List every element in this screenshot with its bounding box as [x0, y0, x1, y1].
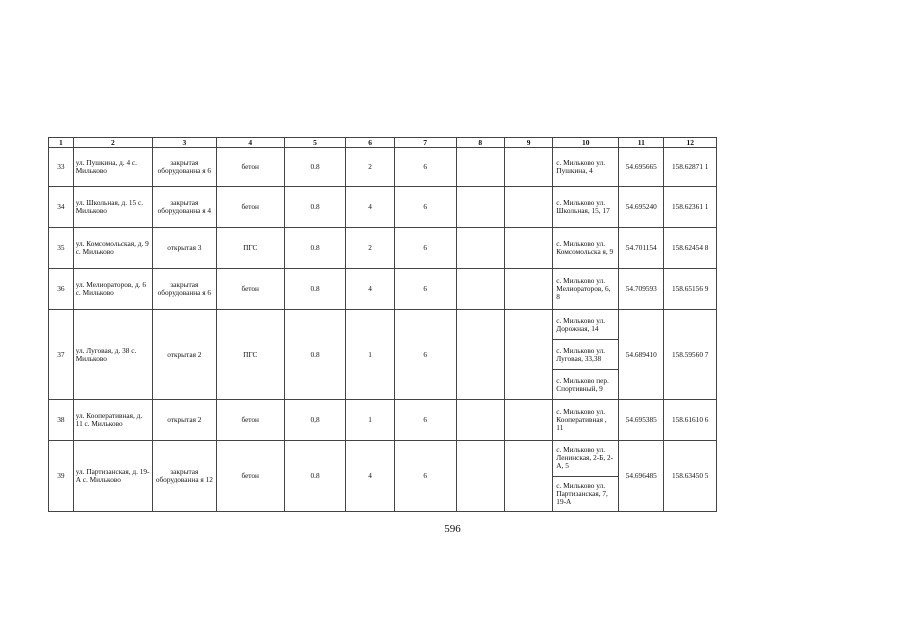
served-address: с. Мильково ул. Комсомольска я, 9: [556, 239, 614, 256]
longitude-cell: 158.62871 1: [664, 148, 717, 187]
table-body: [49, 148, 717, 512]
container-count-cell: 1: [346, 400, 394, 441]
column-header-12: 12: [664, 138, 717, 148]
empty-cell-8: [456, 269, 504, 310]
served-address: с. Мильково ул. Партизанская, 7, 19-А: [553, 476, 618, 512]
area-cell: 0,8: [284, 400, 346, 441]
empty-cell-9: [504, 228, 552, 269]
longitude-cell: 158.65156 9: [664, 269, 717, 310]
site-type-cell: закрытая оборудованна я 6: [152, 148, 216, 187]
container-count-cell: 4: [346, 187, 394, 228]
empty-cell-8: [456, 148, 504, 187]
column-header-6: 6: [346, 138, 394, 148]
row-number: 36: [49, 269, 74, 310]
row-number: 33: [49, 148, 74, 187]
surface-cell: ПГС: [216, 310, 284, 400]
area-cell: 0.8: [284, 187, 346, 228]
served-addresses-cell: [553, 148, 619, 187]
volume-cell: 6: [394, 441, 456, 512]
surface-cell: бетон: [216, 441, 284, 512]
served-address: с. Мильково ул. Пушкина, 4: [556, 158, 606, 175]
table-row: [49, 228, 717, 269]
site-type-cell: закрытая оборудованна я 6: [152, 269, 216, 310]
address-cell: ул. Партизанская, д. 19-А с. Мильково: [73, 441, 152, 512]
empty-cell-9: [504, 187, 552, 228]
column-header-8: 8: [456, 138, 504, 148]
latitude-cell: 54.695665: [619, 148, 664, 187]
table-row: [49, 187, 717, 228]
served-addresses-cell: [553, 441, 619, 512]
row-number: 38: [49, 400, 74, 441]
latitude-cell: 54.689410: [619, 310, 664, 400]
empty-cell-9: [504, 310, 552, 400]
empty-cell-8: [456, 441, 504, 512]
page-number: 596: [444, 523, 461, 535]
column-header-9: 9: [504, 138, 552, 148]
container-count-cell: 4: [346, 269, 394, 310]
served-addresses-cell: [553, 400, 619, 441]
empty-cell-9: [504, 148, 552, 187]
empty-cell-8: [456, 187, 504, 228]
area-cell: 0.8: [284, 228, 346, 269]
latitude-cell: 54.695385: [619, 400, 664, 441]
served-address: с. Мильково ул. Дорожная, 14: [556, 315, 606, 333]
empty-cell-9: [504, 441, 552, 512]
row-number: 35: [49, 228, 74, 269]
empty-cell-8: [456, 310, 504, 400]
surface-cell: бетон: [216, 269, 284, 310]
container-count-cell: 2: [346, 148, 394, 187]
container-count-cell: 1: [346, 310, 394, 400]
volume-cell: 6: [394, 148, 456, 187]
address-cell: ул. Луговая, д. 38 с. Мильково: [73, 310, 152, 400]
served-addresses-cell: [553, 187, 619, 228]
column-header-7: 7: [394, 138, 456, 148]
latitude-cell: 54.701154: [619, 228, 664, 269]
row-number: 39: [49, 441, 74, 512]
table-row: [49, 148, 717, 187]
surface-cell: бетон: [216, 400, 284, 441]
site-type-cell: закрытая оборудованна я 4: [152, 187, 216, 228]
longitude-cell: 158.62454 8: [664, 228, 717, 269]
area-cell: 0.8: [284, 269, 346, 310]
site-type-cell: открытая 3: [152, 228, 216, 269]
served-address: с. Мильково ул. Школьная, 15, 17: [556, 198, 610, 215]
latitude-cell: 54.709593: [619, 269, 664, 310]
area-cell: 0.8: [284, 148, 346, 187]
column-header-10: 10: [553, 138, 619, 148]
address-cell: ул. Мелиораторов, д. 6 с. Мильково: [73, 269, 152, 310]
longitude-cell: 158.62361 1: [664, 187, 717, 228]
empty-cell-8: [456, 228, 504, 269]
site-type-cell: закрытая оборудованна я 12: [152, 441, 216, 512]
address-cell: ул. Кооперативная, д. 11 с. Мильково: [73, 400, 152, 441]
served-addresses-cell: [553, 269, 619, 310]
row-number: 37: [49, 310, 74, 400]
served-address: с. Мильково ул. Луговая, 33,38: [553, 339, 618, 369]
surface-cell: бетон: [216, 187, 284, 228]
served-addresses-cell: [553, 228, 619, 269]
column-header-11: 11: [619, 138, 664, 148]
column-header-4: 4: [216, 138, 284, 148]
served-address: с. Мильково пер. Спортивный, 9: [553, 369, 618, 399]
latitude-cell: 54.696485: [619, 441, 664, 512]
column-header-5: 5: [284, 138, 346, 148]
surface-cell: ПГС: [216, 228, 284, 269]
table-row: [49, 269, 717, 310]
data-table: [48, 137, 717, 512]
column-header-3: 3: [152, 138, 216, 148]
container-count-cell: 2: [346, 228, 394, 269]
address-cell: ул. Пушкина, д. 4 с. Мильково: [73, 148, 152, 187]
longitude-cell: 158.63450 5: [664, 441, 717, 512]
row-number: 34: [49, 187, 74, 228]
volume-cell: 6: [394, 400, 456, 441]
served-addresses-cell: [553, 310, 619, 400]
surface-cell: бетон: [216, 148, 284, 187]
site-type-cell: открытая 2: [152, 400, 216, 441]
served-address: с. Мильково ул. Кооперативная , 11: [556, 407, 607, 432]
volume-cell: 6: [394, 310, 456, 400]
longitude-cell: 158.59560 7: [664, 310, 717, 400]
table-row: [49, 400, 717, 441]
column-header-1: 1: [49, 138, 74, 148]
container-count-cell: 4: [346, 441, 394, 512]
volume-cell: 6: [394, 269, 456, 310]
empty-cell-9: [504, 269, 552, 310]
longitude-cell: 158.61610 6: [664, 400, 717, 441]
table-row: [49, 441, 717, 512]
latitude-cell: 54.695240: [619, 187, 664, 228]
address-cell: ул. Комсомольская, д. 9 с. Мильково: [73, 228, 152, 269]
area-cell: 0.8: [284, 310, 346, 400]
header-row: [49, 138, 717, 148]
empty-cell-9: [504, 400, 552, 441]
site-type-cell: открытая 2: [152, 310, 216, 400]
column-header-2: 2: [73, 138, 152, 148]
volume-cell: 6: [394, 228, 456, 269]
address-cell: ул. Школьная, д. 15 с. Мильково: [73, 187, 152, 228]
volume-cell: 6: [394, 187, 456, 228]
table-row: [49, 310, 717, 400]
area-cell: 0.8: [284, 441, 346, 512]
served-address: с. Мильково ул. Мелиораторов, 6, 8: [556, 276, 611, 301]
served-address: с. Мильково ул. Ленинская, 2-Б, 2-А, 5: [556, 445, 614, 471]
empty-cell-8: [456, 400, 504, 441]
